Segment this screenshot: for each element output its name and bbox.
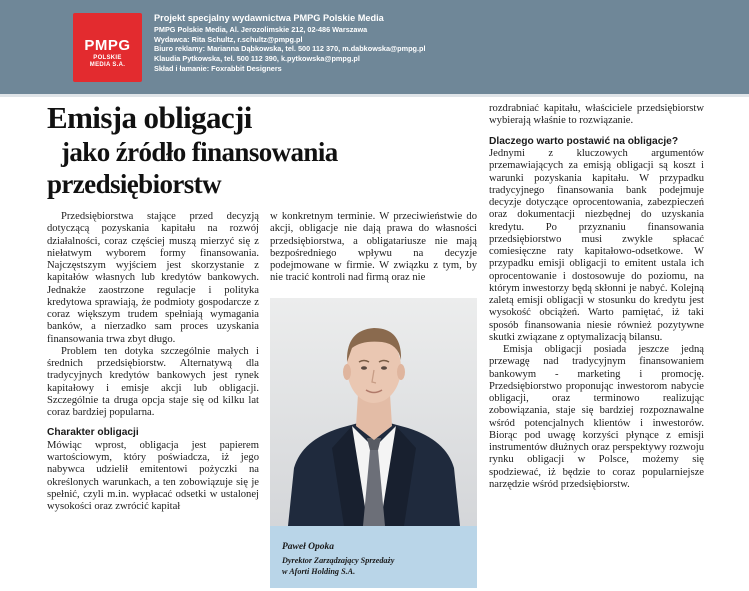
publisher-info [154,12,426,74]
caption-person-role: Dyrektor Zarządzający Sprzedaży w Aforti Holding S.A. [282,556,395,576]
publisher-address: PMPG Polskie Media, Al. Jerozolimskie 212, 02-486 Warszawa [154,25,368,34]
pmpg-logo [73,13,142,82]
paragraph: Emisja obligacji posiada jeszcze jedną przewagę nad tradycyjnym finansowaniem bankowym - marketing i promocję. Przedsiębiorstwo proponując inwestorom nabycie obligacji, oraz terminowo realizując zobowiązania, staje się bardziej rozpoznawalne wśród potencjalnych klientów i inwestorów. Biorąc pod uwagę korzyści płynące z emisji instrumentów dłużnych oraz perspektywy rozwoju rynku obligacji w Polsce, możemy się spodziewać, iż będzie to coraz popularniejsze narzędzie wśród przedsiębiorstw. [489,344,704,490]
section-subheading: Charakter obligacji [47,427,139,439]
photo-caption [270,526,477,588]
typesetting-credit: Skład i łamanie: Foxrabbit Designers [154,63,282,73]
project-title: Projekt specjalny wydawnictwa PMPG Polskie Media [154,13,384,23]
paragraph: Problem ten dotyka szczególnie małych i średnich przedsiębiorstw. Alternatywą dla tradycyjnych kredytów bankowych jest rynek kapitałowy i emisje akcji lub obligacji. Szczególnie ta druga opcja staje się od kilku lat coraz bardziej popularna. [47,345,259,418]
headline-line-3: przedsiębiorstw [47,169,221,199]
logo-subtitle: POLSKIE MEDIA S.A. [89,55,126,68]
article-column-2 [270,211,477,285]
article-column-3 [489,103,704,491]
section-subheading: Dlaczego warto postawić na obligacje? [489,135,679,147]
publisher-editor: Wydawca: Rita Schultz, r.schultz@pmpg.pl [154,34,303,44]
portrait-photo [270,298,477,526]
paragraph: rozdrabniać kapitału, właściciele przedsiębiorstw wybierają właśnie to rozwiązanie. [489,103,704,127]
headline-line-2: jako źródło finansowania [61,137,338,167]
ad-office-contact-2: Klaudia Pytkowska, tel. 500 112 390, k.pytkowska@pmpg.pl [154,54,360,64]
logo-wordmark: PMPG [84,37,131,54]
ad-office-contact: Biuro reklamy: Marianna Dąbkowska, tel. 500 112 370, m.dabkowska@pmpg.pl [154,44,426,54]
header-divider [0,94,749,97]
article-column-1 [47,211,259,513]
headline-line-1: Emisja obligacji [47,100,252,135]
paragraph: w konkretnym terminie. W przeciwieństwie do akcji, obligacje nie dają prawa do własności przedsiębiorstwa, a obligatariusze nie mają bezpośredniego wpływu na decyzje podejmowane w firmie. W związku z tym, by nie tracić kontroli nad firmą oraz nie [270,211,477,284]
caption-person-name: Paweł Opoka [282,542,334,552]
paragraph: Przedsiębiorstwa stające przed decyzją dotyczącą pozyskania kapitału na rozwój działalności, coraz częściej muszą mierzyć się z niełatwym wyborem formy finansowania. Najczęstszym wyjściem jest skorzystanie z kapitałów własnych lub kredytów bankowych. Jednakże zaostrzone regulacje i polityka kredytowa sprawiają, że podmioty gospodarcze z coraz większym trudem spełniają wymagania banków, a nierzadko sam proces uzyskania finansowania trwa zbyt długo. [47,211,259,345]
header-bar [0,0,749,94]
portrait-illustration [270,298,477,526]
paragraph: Mówiąc wprost, obligacja jest papierem wartościowym, który poświadcza, iż jego nabywca udzielił emitentowi pożyczki na określonych warunkach, a ten zobowiązuje się je spełnić, czyli m.in. wypłacać odsetki w ustalonej wysokości oraz zwrócić kapitał [47,439,259,512]
paragraph: Jednymi z kluczowych argumentów przemawiających za emisją obligacji są koszt i warunki pozyskania kapitału. W przypadku tradycyjnego finansowania bank podejmuje decyzje dotyczące oprocentowania, zabezpieczeń oraz dokumentacji niezbędnej do uzyskania kredytu. Po przyznaniu finansowania przedsiębiorstwo musi zwykle spłacać comiesięczne raty kapitałowo-odsetkowe. W przypadku emisji obligacji to emitent ustala ich oprocentowanie i dostosowuje do poziomu, na którym inwestorzy będą skłonni je nabyć. Kolejną zaletą emisji obligacji w stosunku do kredytu jest wysokość obciążeń. Warto pamiętać, iż taki sposób finansowania niesie również pozytywne skutki związane z optymalizacją bilansu. [489,148,704,343]
